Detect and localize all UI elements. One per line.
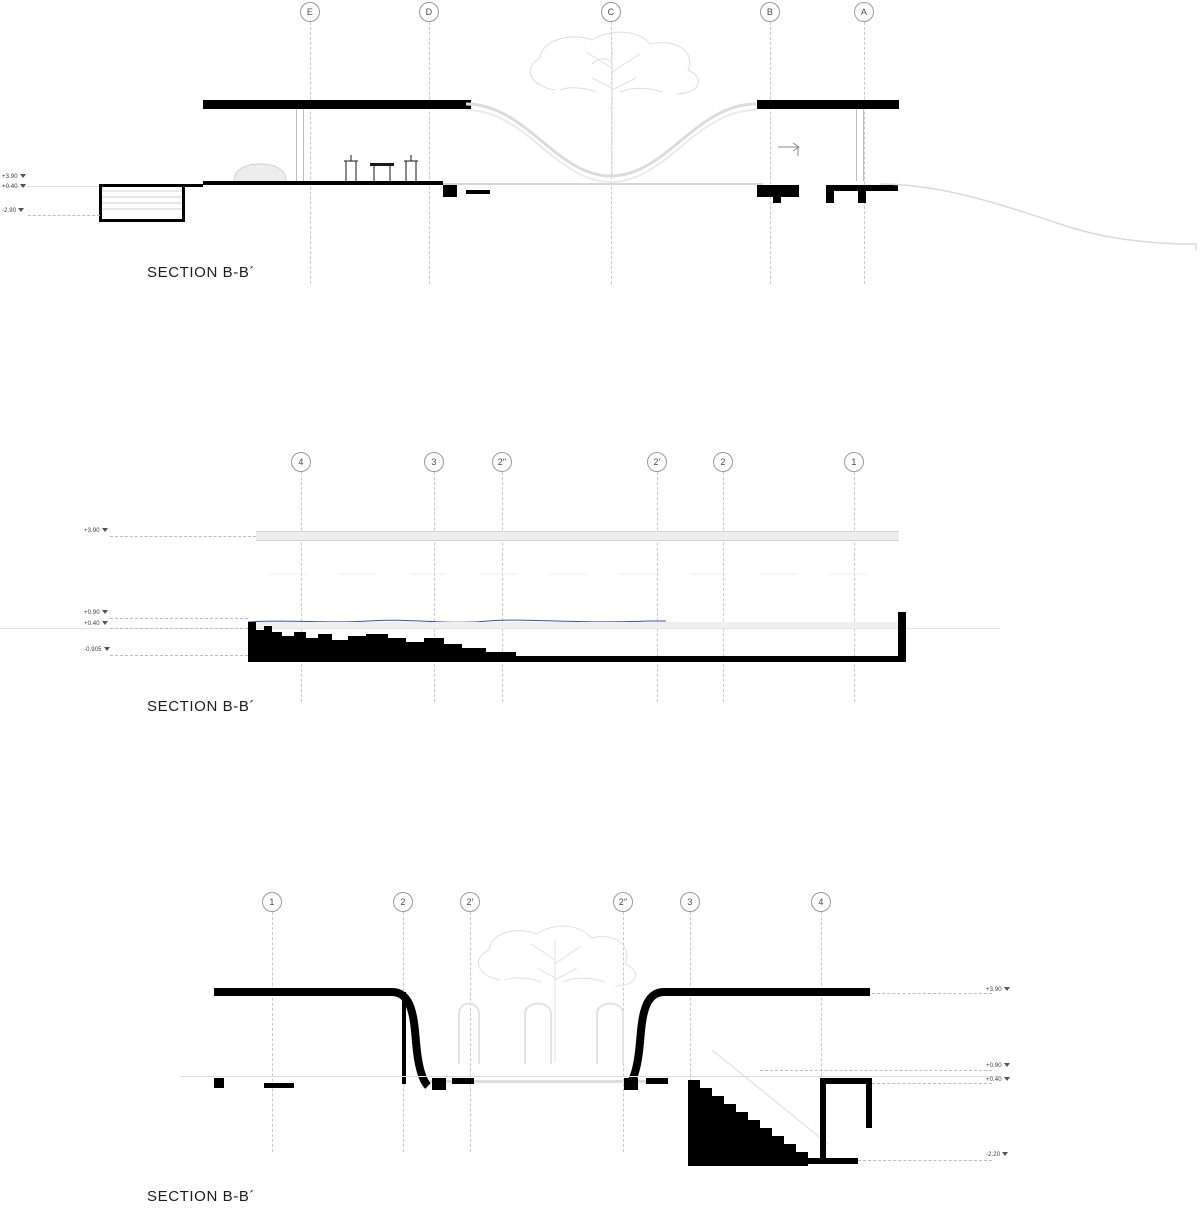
footing-a-end [858,185,866,203]
grid-bubble-4-mid: 4 [291,452,311,472]
level-tag-bot-040: +0.40 [986,1077,1010,1083]
stair-landing-slab [800,1158,858,1164]
stair-handrail-line [690,1050,860,1150]
level-dash-mid-390 [110,536,256,537]
level-tag-mid-040: +0.40 [84,621,108,627]
footing-mid-left-pad [452,1078,474,1084]
direction-arrow-icon [778,142,804,158]
sunken-wall-right-outer [866,1078,872,1128]
grid-bubble-4-bot: 4 [811,892,831,912]
footing-left-bottom [214,1078,224,1088]
section-middle [0,440,1200,740]
section-title-top: SECTION B-B´ [147,264,256,281]
curved-shell-left [214,988,444,1098]
grid-bubble-e: E [300,2,320,22]
level-tag-bot-390: +3.90 [986,987,1010,993]
grid-bubble-d: D [419,2,439,22]
footing-mid-left [432,1078,446,1090]
grid-bubble-a: A [854,2,874,22]
level-dash-bot-390 [872,993,992,994]
grid-bubble-3-bot: 3 [680,892,700,912]
section-title-middle: SECTION B-B´ [147,698,256,715]
sunken-wall-cap [820,1078,872,1084]
section-top [0,0,1200,300]
level-tag-top-040: +0.40 [2,184,26,190]
level-tag-top-390: +3.90 [2,174,26,180]
grid-bubble-b: B [760,2,780,22]
datum-line-bottom [180,1076,1000,1077]
grid-bubble-2dp-mid: 2″ [492,452,512,472]
level-tag-mid-090: +0.90 [84,610,108,616]
mullion-right-2 [863,109,864,181]
level-dash-top-290 [28,215,100,216]
roof-band-mid [256,532,899,540]
mullion-left-2 [303,109,304,181]
interior-wall-bottom [402,992,406,1084]
section-title-bottom: SECTION B-B´ [147,1188,256,1205]
roof-slab-left [203,100,471,109]
level-tag-bot-220: -2.20 [986,1152,1008,1158]
level-dash-bot-090 [760,1070,992,1071]
grid-bubble-2dp-bot: 2″ [613,892,633,912]
level-tag-mid-0905: -0.905 [84,647,110,653]
level-dash-mid-040 [110,628,248,629]
grid-bubble-2-mid: 2 [713,452,733,472]
grid-line-e [310,22,311,284]
footing-d2 [466,190,490,194]
mullion-right-1 [856,109,857,181]
floor-slab-main [203,181,443,185]
pool-water-hatch [102,187,182,217]
grid-bubble-2-bot: 2 [393,892,413,912]
grid-line-d [429,22,430,284]
level-tag-top-290: -2.90 [2,208,24,214]
level-dash-bot-220 [858,1160,992,1161]
roof-band-edge-top [256,531,899,532]
grid-line-a [864,22,865,284]
level-tag-bot-090: +0.90 [986,1063,1010,1069]
grid-bubble-1-bot: 1 [262,892,282,912]
pool-coping [183,184,203,187]
stepped-fill-profile [248,612,908,662]
footing-a-drop [826,185,834,203]
grid-bubble-2p-mid: 2′ [647,452,667,472]
section-bottom [0,880,1200,1211]
floor-line-court [443,183,763,185]
level-dash-mid-090 [110,618,248,619]
footing-mid-right-pad [646,1078,668,1084]
roof-slab-right [757,100,899,109]
mullion-left-1 [296,109,297,181]
grid-bubble-c: C [601,2,621,22]
grid-bubble-3-mid: 3 [424,452,444,472]
grid-bubble-2p-bot: 2′ [460,892,480,912]
footing-b-drop [773,190,781,203]
footing-mid-right [624,1078,638,1090]
terrain-profile [880,182,1200,252]
sunken-wall-right [820,1078,826,1164]
roof-band-edge-bottom [256,540,899,541]
interior-hanging-lines [250,568,910,598]
level-dash-mid-0905 [110,655,248,656]
courtyard-roof-curve [466,100,766,190]
footing-d [443,185,457,197]
footing-left-pad [264,1083,294,1088]
grid-bubble-1-mid: 1 [844,452,864,472]
grid-line-b [770,22,771,284]
level-tag-mid-390: +3.90 [84,528,108,534]
level-dash-bot-040 [872,1083,992,1084]
